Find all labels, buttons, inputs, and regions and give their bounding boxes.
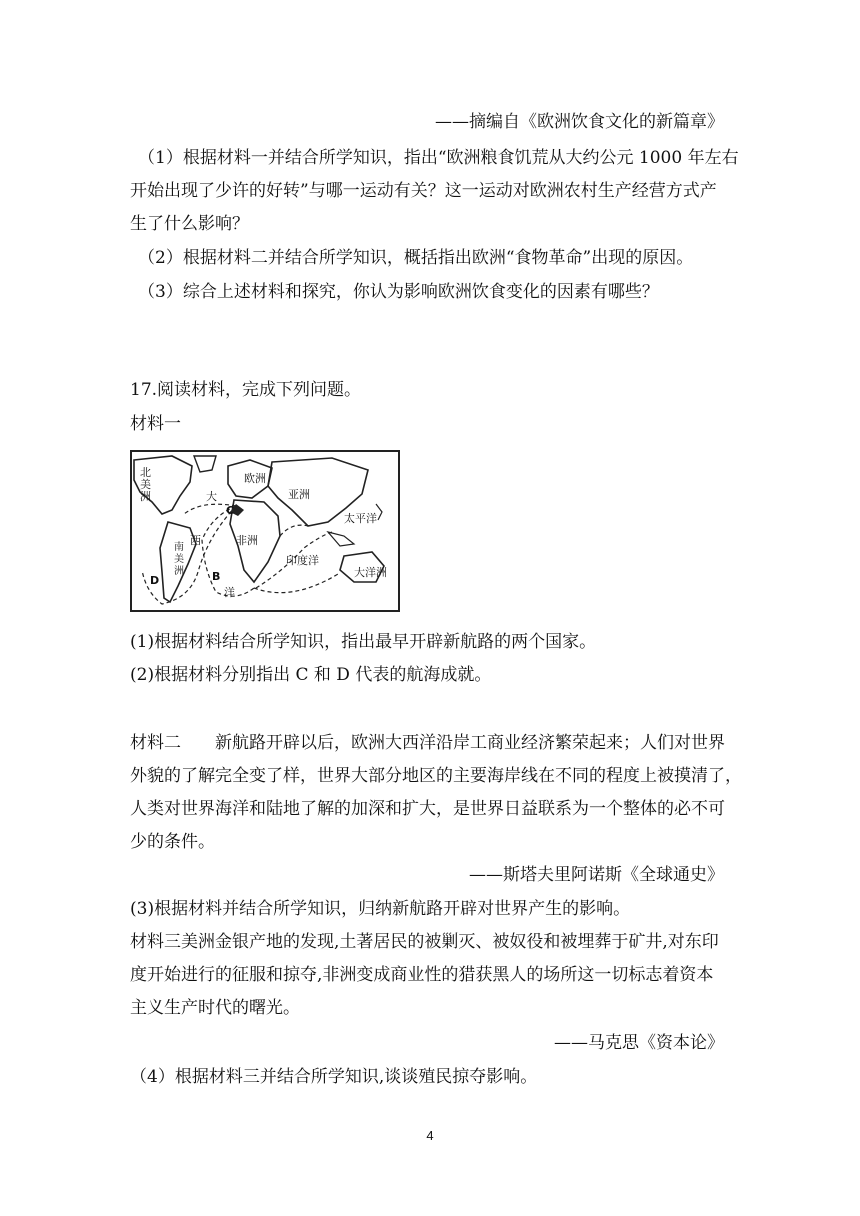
- world-map-new-sea-routes: [130, 450, 400, 612]
- question-1-line-1: （1）根据材料一并结合所学知识，指出“欧洲粮食饥荒从大约公元 1000 年左右: [138, 148, 739, 168]
- label-asia: 亚洲: [288, 488, 310, 501]
- material-3-line-2: 度开始进行的征服和掠夺,非洲变成商业性的猎获黑人的场所这一切标志着资本: [130, 965, 714, 985]
- page-number: 4: [426, 1128, 434, 1143]
- question-3: （3）综合上述材料和探究，你认为影响欧洲饮食变化的因素有哪些？: [138, 282, 659, 302]
- label-north-america-1: 北: [140, 466, 151, 479]
- material-3-line-3: 主义生产时代的曙光。: [130, 998, 300, 1018]
- sub-question-3: (3)根据材料并结合所学知识，归纳新航路开辟对世界产生的影响。: [130, 899, 631, 919]
- label-north-america-2: 美: [140, 478, 151, 491]
- label-north-america-3: 洲: [140, 490, 151, 503]
- label-atlantic-bottom: 洋: [224, 586, 235, 599]
- question-1-line-3: 生了什么影响？: [130, 214, 249, 234]
- sub-question-1: (1)根据材料结合所学知识，指出最早开辟新航路的两个国家。: [130, 632, 597, 652]
- question-1-line-2: 开始出现了少许的好转”与哪一运动有关？这一运动对欧洲农村生产经营方式产: [130, 181, 717, 201]
- label-pacific: 太平洋: [344, 512, 377, 525]
- material-2-line-2: 外貌的了解完全变了样，世界大部分地区的主要海岸线在不同的程度上被摸清了，: [130, 766, 742, 786]
- material-3-source: ——马克思《资本论》: [554, 1033, 724, 1053]
- question-17-title: 17.阅读材料，完成下列问题。: [130, 380, 362, 400]
- label-atlantic-top: 大: [206, 490, 217, 503]
- sub-question-2: (2)根据材料分别指出 C 和 D 代表的航海成就。: [130, 665, 492, 685]
- label-south-america-3: 洲: [174, 566, 184, 577]
- label-atlantic-mid: 西: [190, 534, 201, 547]
- label-africa: 非洲: [236, 534, 258, 547]
- label-route-d: D: [150, 574, 160, 587]
- question-2: （2）根据材料二并结合所学知识，概括指出欧洲“食物革命”出现的原因。: [138, 248, 694, 268]
- label-indian-ocean: 印度洋: [286, 554, 319, 567]
- label-route-c: C: [226, 504, 235, 517]
- label-europe: 欧洲: [244, 472, 266, 485]
- material-2-line-1: 材料二 新航路开辟以后，欧洲大西洋沿岸工商业经济繁荣起来；人们对世界: [130, 733, 725, 753]
- material-2-line-4: 少的条件。: [130, 832, 215, 852]
- label-route-b: B: [212, 570, 221, 583]
- material-3-line-1: 材料三美洲金银产地的发现,土著居民的被剿灭、被奴役和被埋葬于矿井,对东印: [130, 932, 719, 952]
- label-south-america-2: 美: [174, 554, 184, 565]
- map-drawing: [132, 452, 398, 610]
- label-oceania: 大洋洲: [354, 566, 387, 579]
- source-citation-prev: ——摘编自《欧洲饮食文化的新篇章》: [435, 112, 724, 132]
- material-2-source: ——斯塔夫里阿诺斯《全球通史》: [469, 865, 724, 885]
- label-south-america-1: 南: [174, 542, 184, 553]
- material-2-line-3: 人类对世界海洋和陆地了解的加深和扩大，是世界日益联系为一个整体的必不可: [130, 799, 725, 819]
- sub-question-4: （4）根据材料三并结合所学知识,谈谈殖民掠夺影响。: [130, 1067, 538, 1087]
- material-1-label: 材料一: [130, 414, 181, 434]
